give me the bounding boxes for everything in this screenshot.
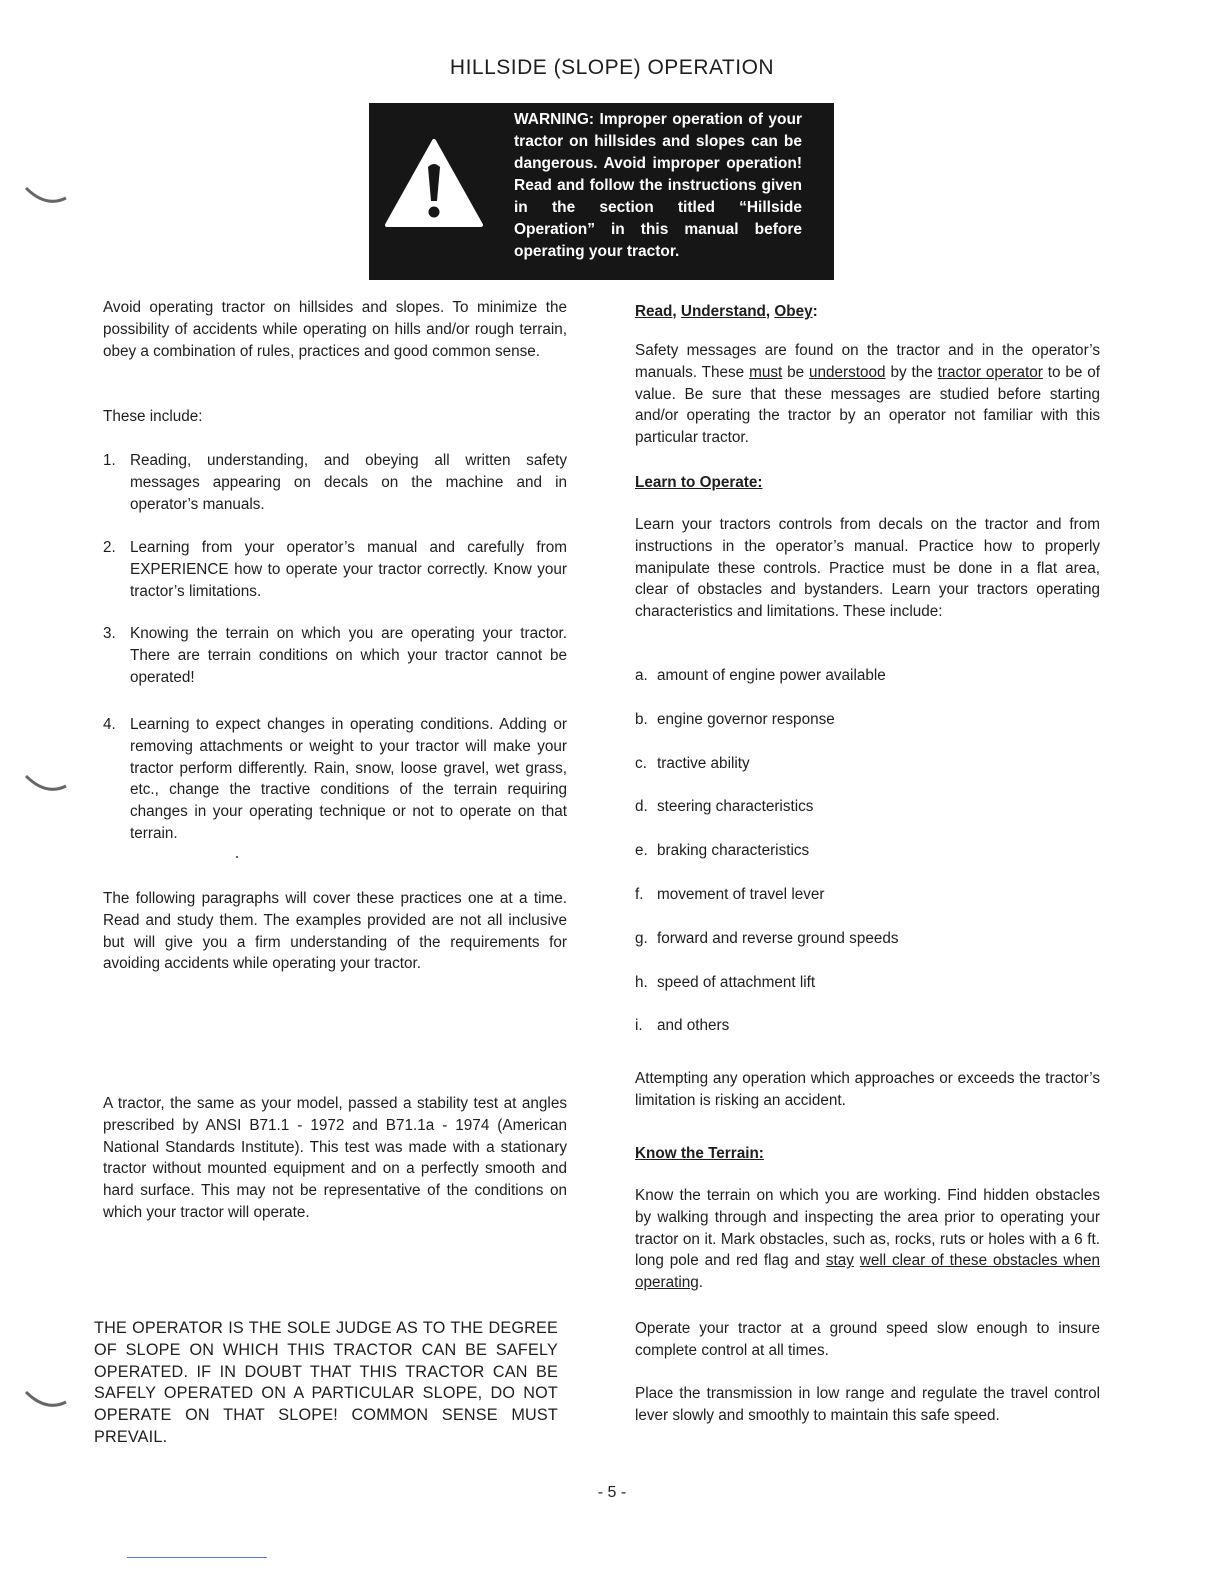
- item-letter: a.: [635, 667, 648, 684]
- item-letter: f.: [635, 886, 644, 903]
- stability-paragraph: A tractor, the same as your model, passed a stability test at angles prescribed by ANSI B71.1 - 1972 and B71.1a - 1974 (American National Standards Institute). This test was made with a stationary tractor without mounted equipment and on a perfectly smooth and hard surface. This may not be representative of the conditions on which your tractor will operate.: [103, 1095, 567, 1221]
- item-text: engine governor response: [657, 711, 835, 728]
- transmission-paragraph: Place the transmission in low range and regulate the travel control lever slowly and smoothly to maintain this safe speed.: [635, 1385, 1100, 1424]
- characteristic-item: [635, 753, 1100, 775]
- these-include-label: These include:: [103, 408, 203, 425]
- heading-understand: Understand: [680, 303, 766, 320]
- safety-messages-paragraph: [635, 340, 1100, 449]
- know-the-terrain-heading: Know the Terrain:: [635, 1145, 764, 1162]
- item-text: amount of engine power available: [657, 667, 886, 684]
- ground-speed-paragraph: Operate your tractor at a ground speed slow enough to insure complete control at all times.: [635, 1320, 1100, 1359]
- characteristic-item: [635, 665, 1100, 687]
- item-text: forward and reverse ground speeds: [657, 930, 899, 947]
- binder-hole-mark: [22, 1386, 70, 1416]
- characteristic-item: [635, 972, 1100, 994]
- item-letter: h.: [635, 974, 648, 991]
- item-letter: c.: [635, 755, 647, 772]
- item-letter: g.: [635, 930, 648, 947]
- list-number: 4.: [103, 716, 116, 733]
- following-paragraph: The following paragraphs will cover these practices one at a time. Read and study them. The examples provided are not all inclusive but will give you a firm understanding of the requirements for avoiding accidents while operating your tractor.: [103, 890, 567, 973]
- characteristic-item: [635, 709, 1100, 731]
- item-letter: i.: [635, 1017, 643, 1034]
- footer-rule: [127, 1557, 267, 1558]
- warning-triangle-icon: [383, 137, 485, 229]
- safety-text: Safety messages are found on the tractor and in the operator’s manuals. These: [635, 342, 1100, 381]
- safety-text: to be of value. Be sure that these messages are studied before starting and/or operating the tractor by an operator not familiar with this particular tractor.: [635, 363, 1101, 447]
- learn-to-operate-heading: Learn to Operate:: [635, 474, 763, 491]
- heading-colon: :: [812, 303, 818, 320]
- safety-must: must: [749, 363, 783, 381]
- terrain-well-clear: well clear of these obstacles when operating: [635, 1252, 1100, 1292]
- warning-box: [369, 103, 834, 280]
- characteristic-item: [635, 884, 1100, 906]
- item-letter: e.: [635, 842, 648, 859]
- item-text: speed of attachment lift: [657, 974, 816, 991]
- learn-paragraph: Learn your tractors controls from decals on the tractor and from instructions in the operator’s manual. Practice how to properly manipulate these controls. Practice must be done in a flat area, clear of obstacles and bystanders. Learn your tractors operating characteristics and limitations. These include:: [635, 516, 1100, 621]
- list-number: 2.: [103, 539, 116, 556]
- heading-read: Read: [635, 303, 673, 320]
- list-text: Learning from your operator’s manual and carefully from EXPERIENCE how to operate your tractor correctly. Know your tractor’s limitations.: [130, 539, 567, 600]
- terrain-stay: stay: [825, 1252, 854, 1270]
- list-item: [103, 714, 567, 845]
- terrain-text: .: [698, 1274, 704, 1292]
- read-understand-obey-heading: [635, 301, 1100, 323]
- item-text: steering characteristics: [657, 798, 814, 815]
- item-text: tractive ability: [657, 755, 750, 772]
- binder-hole-mark: [22, 182, 70, 212]
- binder-hole-mark: [22, 770, 70, 800]
- safety-text: by the: [885, 363, 938, 381]
- list-item: [103, 537, 567, 602]
- operator-judge-warning: THE OPERATOR IS THE SOLE JUDGE AS TO THE DEGREE OF SLOPE ON WHICH THIS TRACTOR CAN BE SAFELY OPERATED. IF IN DOUBT THAT THIS TRACTOR CAN BE SAFELY OPERATED ON A PARTICULAR SLOPE, DO NOT OPERATE ON THAT SLOPE! COMMON SENSE MUST PREVAIL.: [94, 1319, 558, 1446]
- attempting-paragraph: Attempting any operation which approaches or exceeds the tractor’s limitation is risking an accident.: [635, 1070, 1100, 1109]
- list-text: Knowing the terrain on which you are operating your tractor. There are terrain conditions on which your tractor cannot be operated!: [130, 625, 567, 686]
- warning-text: WARNING: Improper operation of your tractor on hillsides and slopes can be dangerous. Avoid improper operation! Read and follow the instructions given in the section titled “Hillside Operation” in this manual before operating your tractor.: [514, 111, 802, 260]
- page-title: HILLSIDE (SLOPE) OPERATION: [449, 56, 775, 79]
- safety-tractor-operator: tractor operator: [937, 363, 1043, 381]
- terrain-text: Know the terrain on which you are working. Find hidden obstacles by walking through and inspecting the area prior to operating your tractor on it. Mark obstacles, such as, rocks, ruts or holes with a 6 ft. long pole and red flag and: [635, 1187, 1100, 1270]
- heading-separator: ,: [672, 303, 681, 320]
- safety-understood: understood: [809, 363, 886, 381]
- characteristic-item: [635, 796, 1100, 818]
- list-text: Reading, understanding, and obeying all written safety messages appearing on decals on the machine and in operator’s manuals.: [130, 452, 567, 513]
- item-text: and others: [657, 1017, 730, 1034]
- item-text: movement of travel lever: [657, 886, 825, 903]
- list-number: 1.: [103, 452, 116, 469]
- list-item: [103, 623, 567, 688]
- list-text: Learning to expect changes in operating conditions. Adding or removing attachments or weight to your tractor will make your tractor perform differently. Rain, snow, loose gravel, wet grass, etc., change the tractive conditions of the terrain requiring changes in your operating technique or not to operate on that terrain.: [130, 716, 567, 842]
- list-number: 3.: [103, 625, 116, 642]
- speck: [236, 856, 238, 858]
- safety-text: be: [782, 363, 810, 381]
- list-item: [103, 450, 567, 515]
- item-letter: d.: [635, 798, 648, 815]
- characteristic-item: [635, 928, 1100, 950]
- intro-paragraph: Avoid operating tractor on hillsides and slopes. To minimize the possibility of accidents while operating on hills and/or rough terrain, obey a combination of rules, practices and good common sense.: [103, 299, 567, 360]
- characteristic-item: [635, 840, 1100, 862]
- terrain-paragraph: [635, 1185, 1100, 1294]
- characteristic-item: [635, 1015, 1100, 1037]
- heading-separator: ,: [765, 303, 775, 320]
- item-text: braking characteristics: [657, 842, 810, 859]
- item-letter: b.: [635, 711, 648, 728]
- page-number: - 5 -: [597, 1484, 627, 1501]
- heading-obey: Obey: [774, 303, 813, 320]
